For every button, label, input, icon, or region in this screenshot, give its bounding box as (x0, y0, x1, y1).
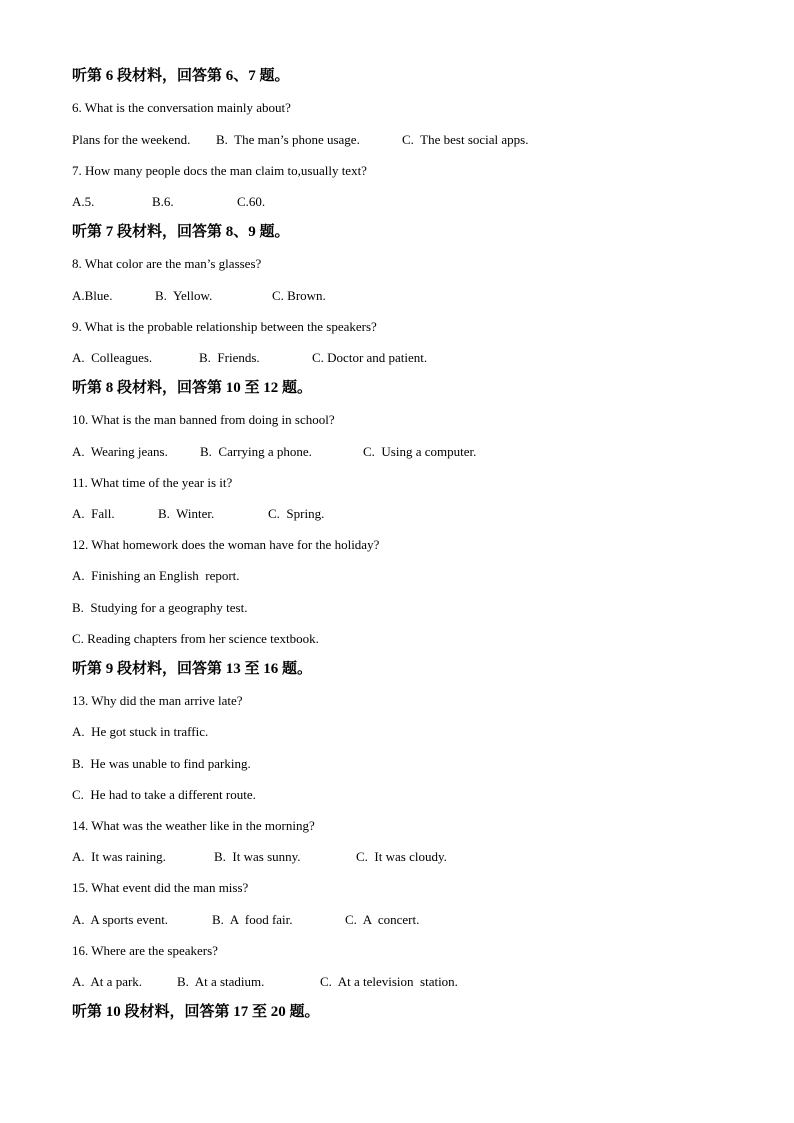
section-header: 听第 6 段材料，回答第 6、7 题。 (72, 68, 290, 84)
option-a: Plans for the weekend. (72, 132, 191, 147)
option-c: C.60. (237, 194, 266, 209)
option-b: B. Friends. (199, 350, 260, 365)
question-13: 13. Why did the man arrive late? (72, 693, 243, 708)
option-b: B.6. (152, 194, 174, 209)
option-b: B. At a stadium. (177, 974, 265, 989)
option-b: B. Yellow. (155, 288, 213, 303)
question-14: 14. What was the weather like in the morning? (72, 818, 315, 833)
section-header: 听第 7 段材料，回答第 8、9 题。 (72, 224, 290, 240)
option-b: B. Carrying a phone. (200, 444, 312, 459)
option-c: C. Using a computer. (363, 444, 477, 459)
option-a: A. At a park. (72, 974, 143, 989)
option-a: A. He got stuck in traffic. (72, 724, 209, 739)
question-9: 9. What is the probable relationship between the speakers? (72, 319, 377, 334)
option-c: C. A concert. (345, 912, 420, 927)
option-b: B. Studying for a geography test. (72, 600, 248, 615)
option-c: C. Spring. (268, 506, 325, 521)
option-c: C. At a television station. (320, 974, 458, 989)
question-12: 12. What homework does the woman have for the holiday? (72, 537, 380, 552)
option-a: A.Blue. (72, 288, 113, 303)
option-b: B. Winter. (158, 506, 215, 521)
option-a: A. Finishing an English report. (72, 568, 240, 583)
question-10: 10. What is the man banned from doing in school? (72, 412, 335, 427)
question-11: 11. What time of the year is it? (72, 475, 233, 490)
option-a: A. Fall. (72, 506, 115, 521)
option-a: A. A sports event. (72, 912, 169, 927)
question-15: 15. What event did the man miss? (72, 880, 249, 895)
option-b: B. The man’s phone usage. (216, 132, 360, 147)
option-c: C. The best social apps. (402, 132, 529, 147)
section-header: 听第 9 段材料，回答第 13 至 16 题。 (72, 661, 313, 677)
option-a: A.5. (72, 194, 95, 209)
section-header: 听第 8 段材料，回答第 10 至 12 题。 (72, 380, 313, 396)
option-c: C. It was cloudy. (356, 849, 447, 864)
section-header: 听第 10 段材料，回答第 17 至 20 题。 (72, 1004, 320, 1020)
option-b: B. He was unable to find parking. (72, 756, 251, 771)
option-c: C. Reading chapters from her science textbook. (72, 631, 319, 646)
option-c: C. Brown. (272, 288, 326, 303)
option-b: B. A food fair. (212, 912, 293, 927)
question-7: 7. How many people docs the man claim to,usually text? (72, 163, 367, 178)
option-a: A. Wearing jeans. (72, 444, 168, 459)
option-a: A. Colleagues. (72, 350, 153, 365)
question-8: 8. What color are the man’s glasses? (72, 256, 262, 271)
option-c: C. Doctor and patient. (312, 350, 428, 365)
question-16: 16. Where are the speakers? (72, 943, 218, 958)
question-6: 6. What is the conversation mainly about? (72, 100, 291, 115)
option-a: A. It was raining. (72, 849, 166, 864)
option-c: C. He had to take a different route. (72, 787, 256, 802)
option-b: B. It was sunny. (214, 849, 301, 864)
